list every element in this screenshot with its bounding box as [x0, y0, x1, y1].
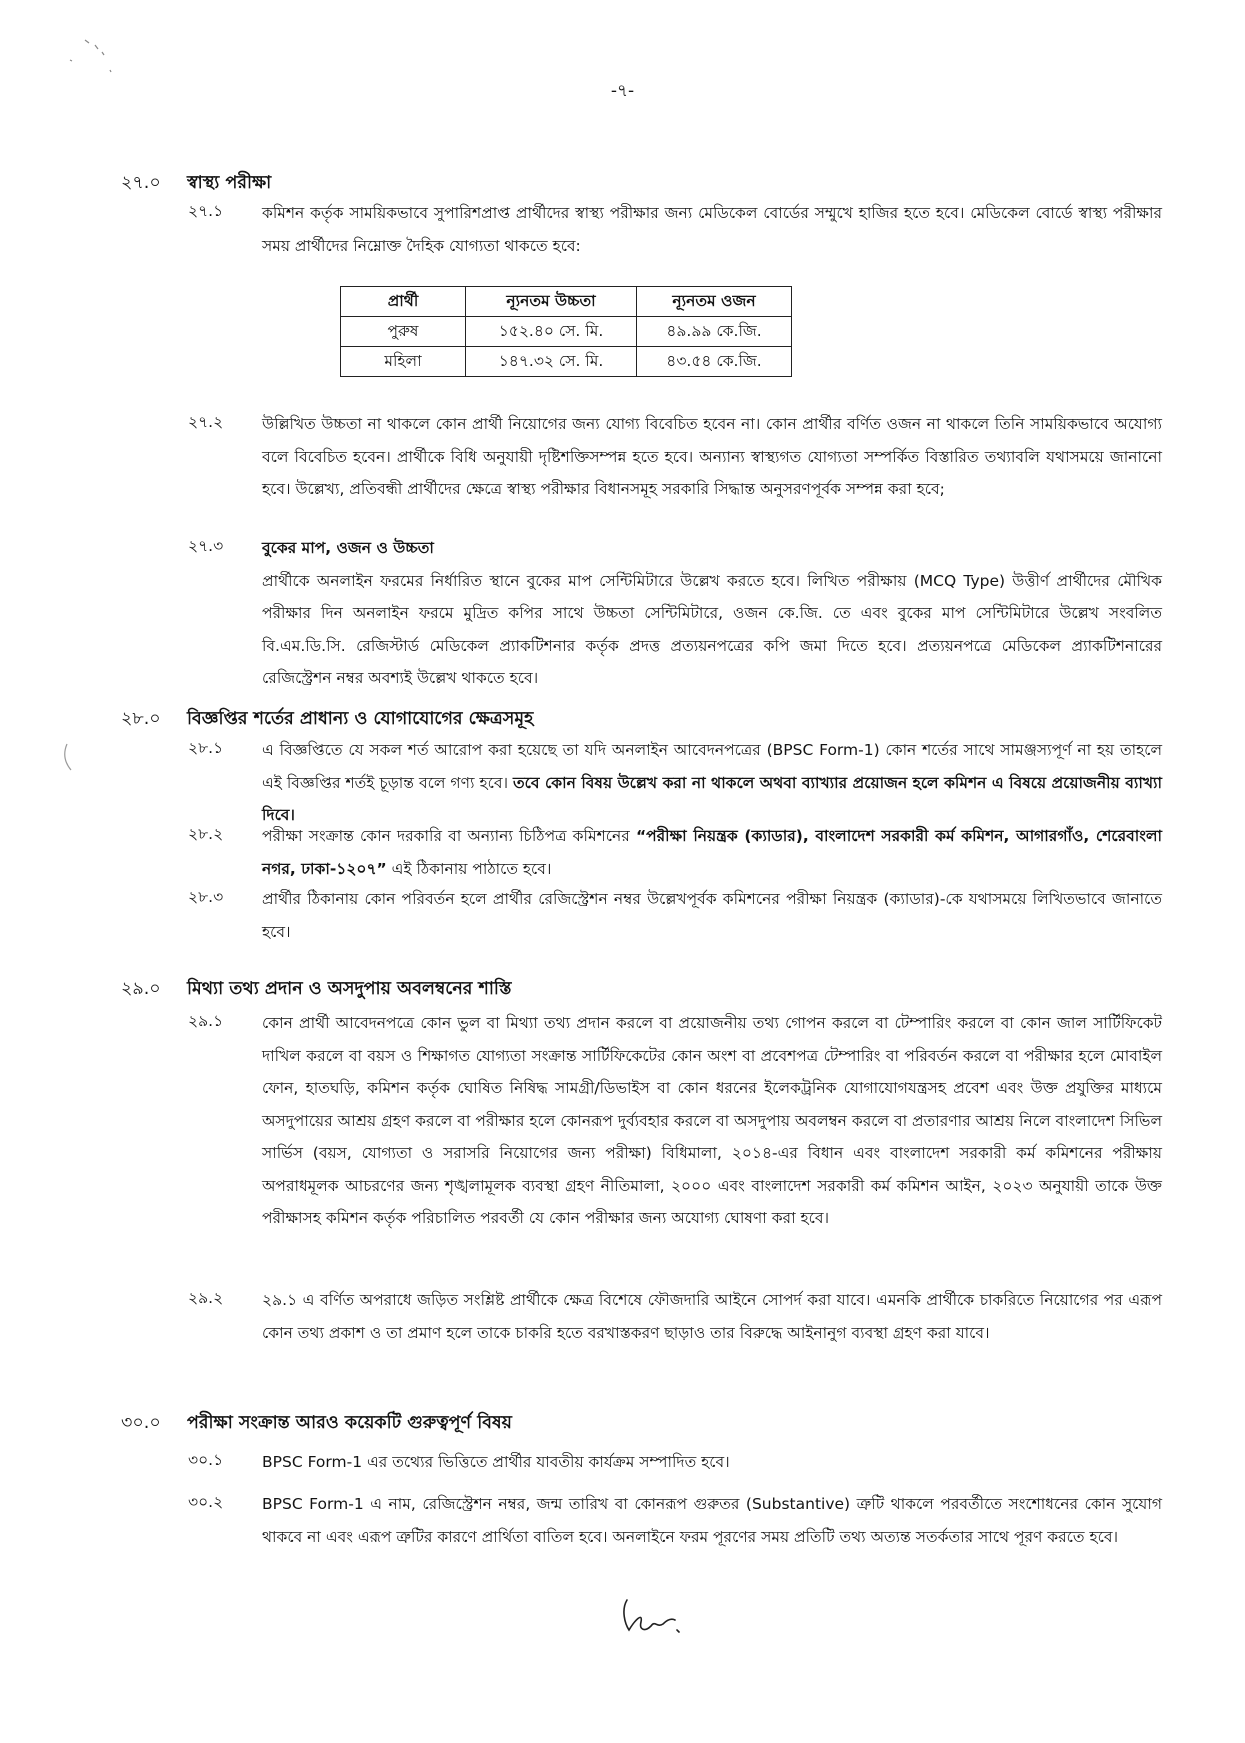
paragraph-number: ২৮.২	[188, 825, 224, 843]
scan-mark	[55, 740, 95, 780]
paragraph-number: ২৮.৩	[188, 888, 224, 906]
paragraph-text: ২৯.১ এ বর্ণিত অপরাধে জড়িত সংশ্লিষ্ট প্রার্থীকে ক্ষেত্র বিশেষে ফৌজদারি আইনে সোপর্দ করা যাবে। এমনকি প্রার্থীকে চাকরিতে নিয়োগের পর এরূপ কোন তথ্য প্রকাশ ও তা প্রমাণ হলে তাকে চাকরি হতে বরখাস্তকরণ ছাড়াও তার বিরুদ্ধে আইনানুগ ব্যবস্থা গ্রহণ করা যাবে।	[262, 1291, 1162, 1342]
paragraph-number: ২৮.১	[188, 739, 224, 757]
paragraph-text-bold: তবে কোন বিষয় উল্লেখ করা না থাকলে অথবা ব্যাখ্যার প্রয়োজন হলে কমিশন এ বিষয়ে প্রয়োজনীয় ব্যাখ্যা দিবে।	[262, 773, 1162, 824]
paragraph-body	[262, 532, 1162, 695]
paragraph-text: কোন প্রার্থী আবেদনপত্রে কোন ভুল বা মিথ্যা তথ্য প্রদান করলে বা প্রয়োজনীয় তথ্য গোপন করলে বা টেম্পারিং করলে বা কোন জাল সার্টিফিকেট দাখিল করলে বা বয়স ও শিক্ষাগত যোগ্যতা সংক্রান্ত সার্টিফিকেটের কোন অংশ বা প্রবেশপত্র টেম্পারিং বা পরিবর্তন করলে বা পরীক্ষার হলে মোবাইল ফোন, হাতঘড়ি, কমিশন কর্তৃক ঘোষিত নিষিদ্ধ সামগ্রী/ডিভাইস বা কোন ধরনের ইলেকট্রনিক যোগাযোগযন্ত্রসহ প্রবেশ এবং উক্ত প্রযুক্তির মাধ্যমে অসদুপায়ের আশ্রয় গ্রহণ করলে বা পরীক্ষার হলে কোনরূপ দুর্ব্যবহার করলে বা অসদুপায় অবলম্বন করলে বা প্রতারণার আশ্রয় নিলে বাংলাদেশ সিভিল সার্ভিস (বয়স, যোগ্যতা ও সরাসরি নিয়োগের জন্য পরীক্ষা) বিধিমালা, ২০১৪-এর বিধান এবং বাংলাদেশ সরকারী কর্ম কমিশনের পরীক্ষায় অপরাধমূলক আচরণের জন্য শৃঙ্খলামূলক ব্যবস্থা গ্রহণ নীতিমালা, ২০০০ এবং বাংলাদেশ সরকারী কর্ম কমিশন আইন, ২০২৩ অনুযায়ী তাকে উক্ত পরীক্ষাসহ কমিশন কর্তৃক পরিচালিত পরবর্তী যে কোন পরীক্ষার জন্য অযোগ্য ঘোষণা করা হবে।	[262, 1014, 1162, 1227]
section-number: ৩০.০	[121, 1413, 161, 1433]
table-row	[341, 317, 792, 347]
page-number: -৭-	[610, 81, 635, 101]
section-number: ২৭.০	[121, 173, 161, 193]
section-title: মিথ্যা তথ্য প্রদান ও অসদুপায় অবলম্বনের শাস্তি	[187, 979, 512, 999]
paragraph-text: BPSC Form-1 এ নাম, রেজিস্ট্রেশন নম্বর, জন্ম তারিখ বা কোনরূপ গুরুতর (Substantive) ত্রুটি থাকলে পরবর্তীতে সংশোধনের কোন সুযোগ থাকবে না এবং এরূপ ত্রুটির কারণে প্রার্থিতা বাতিল হবে। অনলাইনে ফরম পূরণের সময় প্রতিটি তথ্য অত্যন্ত সতর্কতার সাথে পূরণ করতে হবে।	[262, 1495, 1162, 1546]
paragraph-number: ২৭.২	[188, 413, 224, 431]
table-cell: ৪৯.৯৯ কে.জি.	[637, 317, 792, 347]
paragraph-text: প্রার্থীকে অনলাইন ফরমের নির্ধারিত স্থানে বুকের মাপ সেন্টিমিটারে উল্লেখ করতে হবে। লিখিত পরীক্ষায় (MCQ Type) উত্তীর্ণ প্রার্থীদের মৌখিক পরীক্ষার দিন অনলাইন ফরমে মুদ্রিত কপির সাথে উচ্চতা সেন্টিমিটারে, ওজন কে.জি. তে এবং বুকের মাপ সেন্টিমিটারে উল্লেখ সংবলিত বি.এম.ডি.সি. রেজিস্টার্ড মেডিকেল প্র্যাকটিশনার কর্তৃক প্রদত্ত প্রত্যয়নপত্রের কপি জমা দিতে হবে। প্রত্যয়নপত্রে মেডিকেল প্র্যাকটিশনারের রেজিস্ট্রেশন নম্বর অবশ্যই উল্লেখ থাকতে হবে।	[262, 571, 1162, 687]
section-heading	[121, 976, 512, 1005]
section-title: বিজ্ঞপ্তির শর্তের প্রাধান্য ও যোগাযোগের ক্ষেত্রসমূহ	[187, 709, 534, 729]
table-header: ন্যূনতম ওজন	[637, 287, 792, 317]
address-text: “পরীক্ষা নিয়ন্ত্রক (ক্যাডার), বাংলাদেশ সরকারী কর্ম কমিশন, আগারগাঁও, শেরেবাংলা নগর, ঢাকা-১২০৭”	[262, 827, 1162, 878]
paragraph-subheading: বুকের মাপ, ওজন ও উচ্চতা	[262, 539, 434, 557]
paragraph-number: ৩০.১	[188, 1451, 224, 1469]
table-cell: ১৫২.৪০ সে. মি.	[466, 317, 637, 347]
paragraph-text: BPSC Form-1 এর তথ্যের ভিত্তিতে প্রার্থীর যাবতীয় কার্যক্রম সম্পাদিত হবে।	[262, 1453, 730, 1471]
paragraph-number: ২৭.৩	[188, 537, 224, 555]
table-cell: পুরুষ	[341, 317, 466, 347]
table-row	[341, 347, 792, 377]
section-heading	[121, 170, 271, 199]
section-title: পরীক্ষা সংক্রান্ত আরও কয়েকটি গুরুত্বপূর্ণ বিষয়	[187, 1413, 512, 1433]
paragraph-text	[262, 820, 1162, 885]
paragraph-text: প্রার্থীর ঠিকানায় কোন পরিবর্তন হলে প্রার্থীর রেজিস্ট্রেশন নম্বর উল্লেখপূর্বক কমিশনের পরীক্ষা নিয়ন্ত্রক (ক্যাডার)-কে যথাসময়ে লিখিতভাবে জানাতে হবে।	[262, 890, 1162, 941]
table-header-row	[341, 287, 792, 317]
paragraph-text: কমিশন কর্তৃক সাময়িকভাবে সুপারিশপ্রাপ্ত প্রার্থীদের স্বাস্থ্য পরীক্ষার জন্য মেডিকেল বোর্ডের সম্মুখে হাজির হতে হবে। মেডিকেল বোর্ডে স্বাস্থ্য পরীক্ষার সময় প্রার্থীদের নিম্নোক্ত দৈহিক যোগ্যতা থাকতে হবে:	[262, 204, 1162, 255]
health-requirements-table	[340, 286, 792, 377]
section-number: ২৯.০	[121, 979, 161, 999]
paragraph-number: ২৯.২	[188, 1289, 224, 1307]
paragraph-text: উল্লিখিত উচ্চতা না থাকলে কোন প্রার্থী নিয়োগের জন্য যোগ্য বিবেচিত হবেন না। কোন প্রার্থীর বর্ণিত ওজন না থাকলে তিনি সাময়িকভাবে অযোগ্য বলে বিবেচিত হবেন। প্রার্থীকে বিধি অনুযায়ী দৃষ্টিশক্তিসম্পন্ন হতে হবে। অন্যান্য স্বাস্থ্যগত যোগ্যতা সম্পর্কিত বিস্তারিত তথ্যাবলি যথাসময়ে জানানো হবে। উল্লেখ্য, প্রতিবন্ধী প্রার্থীদের ক্ষেত্রে স্বাস্থ্য পরীক্ষার বিধানসমূহ সরকারি সিদ্ধান্ত অনুসরণপূর্বক সম্পন্ন করা হবে;	[262, 415, 1162, 498]
section-title: স্বাস্থ্য পরীক্ষা	[187, 173, 272, 193]
paragraph-number: ২৭.১	[188, 202, 224, 220]
paragraph-text-plain: পরীক্ষা সংক্রান্ত কোন দরকারি বা অন্যান্য চিঠিপত্র কমিশনের	[262, 827, 636, 845]
table-header: ন্যূনতম উচ্চতা	[466, 287, 637, 317]
signature-icon	[615, 1590, 705, 1650]
section-heading	[121, 706, 533, 735]
section-heading	[121, 1410, 512, 1439]
paragraph-number: ২৯.১	[188, 1012, 224, 1030]
paragraph-text-plain: এই ঠিকানায় পাঠাতে হবে।	[386, 859, 552, 878]
scan-mark	[30, 30, 130, 120]
table-header: প্রার্থী	[341, 287, 466, 317]
section-number: ২৮.০	[121, 709, 161, 729]
table-cell: ৪৩.৫৪ কে.জি.	[637, 347, 792, 377]
table-cell: ১৪৭.৩২ সে. মি.	[466, 347, 637, 377]
paragraph-text-plain: এ বিজ্ঞপ্তিতে যে সকল শর্ত আরোপ করা হয়েছে তা যদি অনলাইন আবেদনপত্রের (BPSC Form-1) কোন শর্তের সাথে সামঞ্জস্যপূর্ণ না হয় তাহলে এই বিজ্ঞপ্তির শর্তই চূড়ান্ত বলে গণ্য হবে।	[262, 741, 1162, 792]
paragraph-number: ৩০.২	[188, 1493, 224, 1511]
table-cell: মহিলা	[341, 347, 466, 377]
paragraph-text	[262, 734, 1162, 832]
